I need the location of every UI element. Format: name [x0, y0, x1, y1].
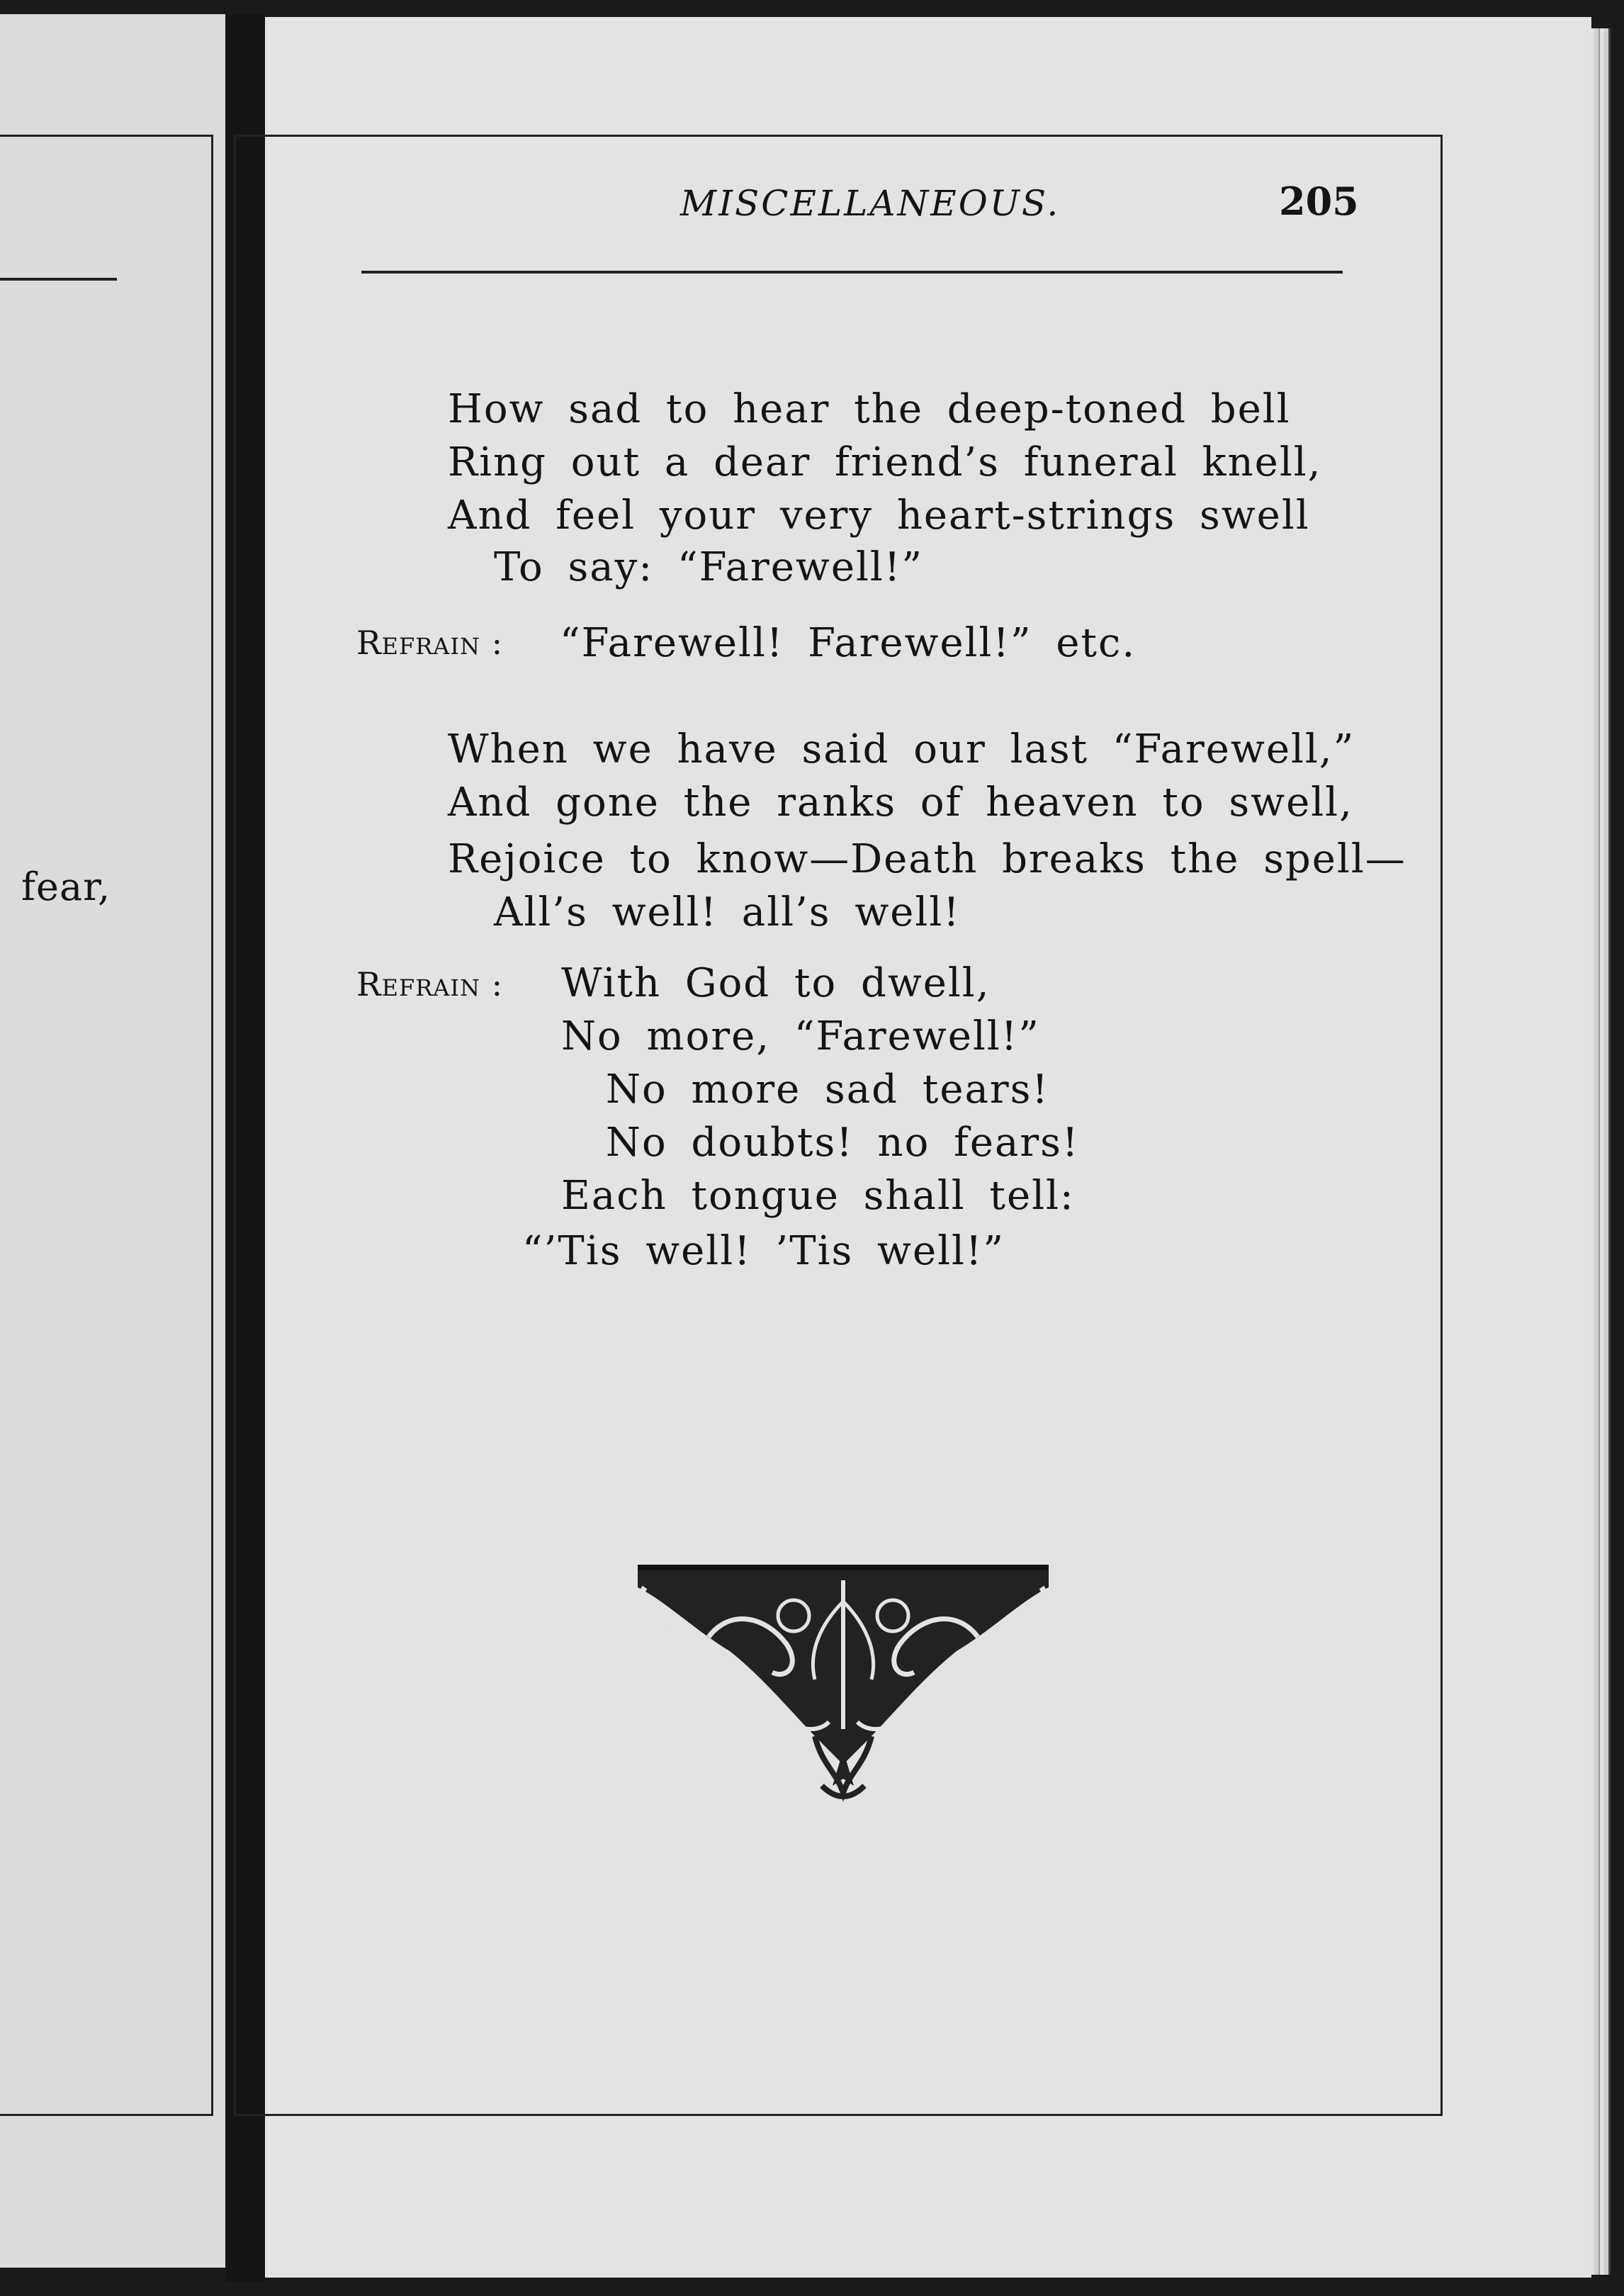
page-number: 205: [1279, 179, 1359, 224]
refrain1-text: “Farewell! Farewell!” etc.: [560, 620, 1137, 666]
stanza1-line-1: How sad to hear the deep-toned bell: [448, 386, 1291, 432]
left-facing-page: [0, 14, 225, 2268]
floral-tailpiece-ornament-icon: [624, 1559, 1063, 1814]
left-page-frame: [0, 135, 213, 2116]
refrain1-label: Refrain :: [356, 624, 504, 662]
stanza2-line-4: All’s well! all’s well!: [494, 889, 961, 935]
stanza1-line-2: Ring out a dear friend’s funeral knell,: [448, 439, 1322, 485]
running-header-title: MISCELLANEOUS.: [680, 183, 1061, 224]
refrain2-line-2: No more, “Farewell!”: [561, 1013, 1040, 1059]
left-page-rule: [0, 278, 117, 281]
left-page-fragment: fear,: [21, 865, 111, 909]
refrain2-line-6: “’Tis well! ’Tis well!”: [522, 1228, 1005, 1274]
refrain2-label: Refrain :: [356, 965, 504, 1003]
stanza1-line-4: To say: “Farewell!”: [494, 544, 923, 590]
stanza2-line-1: When we have said our last “Farewell,”: [448, 726, 1355, 772]
stanza2-line-2: And gone the ranks of heaven to swell,: [448, 780, 1353, 826]
refrain2-line-4: No doubts! no fears!: [606, 1120, 1080, 1166]
refrain2-line-5: Each tongue shall tell:: [561, 1173, 1075, 1219]
refrain2-line-1: With God to dwell,: [561, 960, 991, 1006]
stanza1-line-3: And feel your very heart-strings swell: [448, 493, 1310, 539]
stanza2-line-3: Rejoice to know—Death breaks the spell—: [448, 836, 1406, 882]
refrain2-line-3: No more sad tears!: [606, 1067, 1049, 1113]
header-rule: [361, 271, 1343, 274]
